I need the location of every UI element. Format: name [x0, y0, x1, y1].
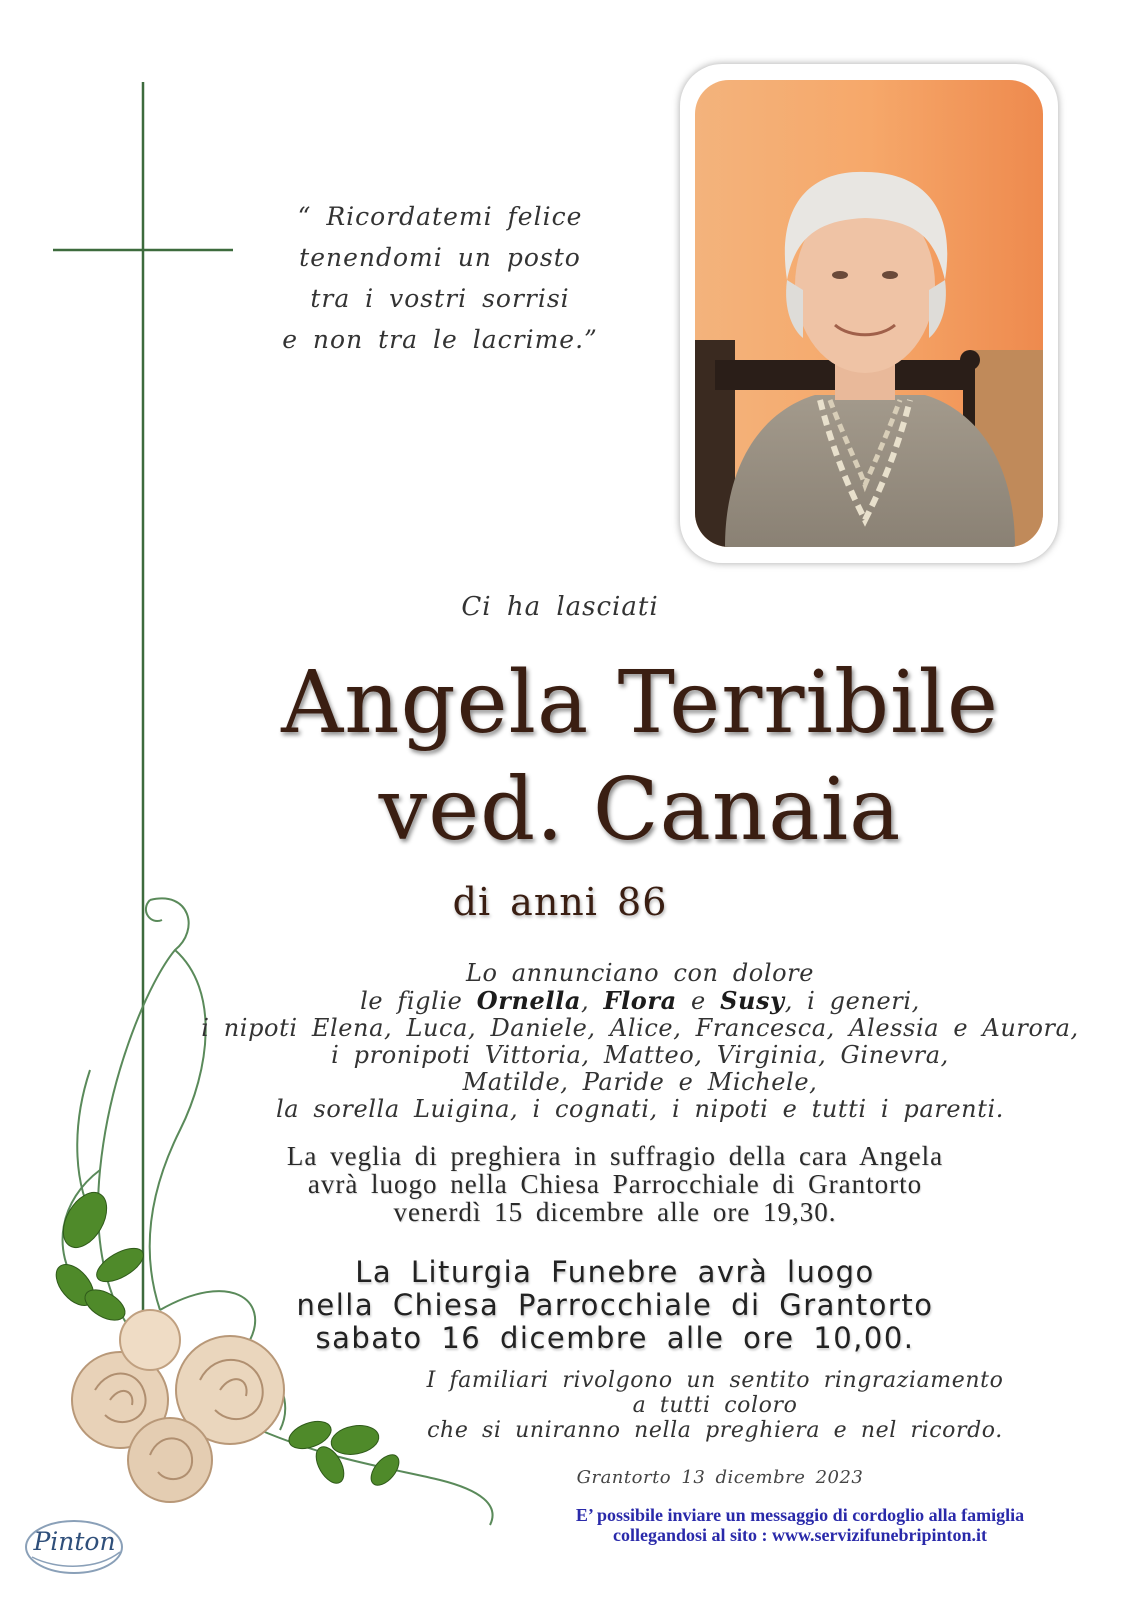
vigil-notice — [220, 1142, 1010, 1226]
family-line-daughters — [190, 987, 1090, 1015]
funeral-line: La Liturgia Funebre avrà luogo — [355, 1255, 875, 1289]
vigil-line: avrà luogo nella Chiesa Parrocchiale di Grantorto — [307, 1169, 923, 1199]
vigil-line: La veglia di preghiera in suffragio della cara Angela — [286, 1141, 944, 1171]
quote-line: e non tra le lacrime.” — [282, 325, 598, 354]
daughter-name: Ornella — [476, 986, 581, 1015]
condolence-line: E’ possibile inviare un messaggio di cordoglio alla famiglia — [575, 1505, 1025, 1525]
family-line: la sorella Luigina, i cognati, i nipoti e tutti i parenti. — [276, 1095, 1004, 1123]
quote-line: tenendomi un posto — [299, 243, 581, 272]
funeral-notice — [250, 1256, 980, 1355]
daughter-name: Susy — [720, 986, 785, 1015]
memorial-quote — [270, 196, 610, 360]
condolence-notice — [520, 1505, 1080, 1545]
family-line: i nipoti Elena, Luca, Daniele, Alice, Francesca, Alessia e Aurora, — [201, 1014, 1079, 1042]
vigil-line: venerdì 15 dicembre alle ore 19,30. — [393, 1197, 837, 1227]
family-text: le figlie — [360, 987, 477, 1015]
deceased-age: di anni 86 — [452, 880, 668, 924]
deceased-name: Angela Terribile — [281, 653, 999, 753]
place-date: Grantorto 13 dicembre 2023 — [576, 1467, 864, 1488]
announcement-lead: Ci ha lasciati — [461, 592, 659, 622]
funeral-line: sabato 16 dicembre alle ore 10,00. — [315, 1321, 915, 1355]
funeral-line: nella Chiesa Parrocchiale di Grantorto — [296, 1288, 934, 1322]
family-text: , i generi, — [784, 987, 920, 1015]
condolence-website-link[interactable]: collegandosi al sito : www.servizifunebripinton.it — [612, 1525, 987, 1545]
daughter-name: Flora — [603, 986, 677, 1015]
family-line: Lo annunciano con dolore — [465, 959, 815, 987]
family-line: i pronipoti Vittoria, Matteo, Virginia, Ginevra, — [331, 1041, 949, 1069]
thanks-notice — [410, 1368, 1020, 1443]
family-text: e — [676, 987, 721, 1015]
logo-name: Pinton — [33, 1527, 116, 1556]
quote-line: “ Ricordatemi felice — [297, 202, 583, 231]
thanks-line: a tutti coloro — [632, 1393, 798, 1418]
family-announcement — [190, 960, 1090, 1123]
deceased-married-name: ved. Canaia — [378, 760, 902, 860]
thanks-line: I familiari rivolgono un sentito ringraziamento — [426, 1368, 1004, 1393]
quote-line: tra i vostri sorrisi — [310, 284, 570, 313]
portrait-photo — [695, 80, 1043, 547]
thanks-line: che si uniranno nella preghiera e nel ricordo. — [427, 1418, 1003, 1443]
family-text: , — [580, 987, 604, 1015]
family-line: Matilde, Paride e Michele, — [462, 1068, 818, 1096]
